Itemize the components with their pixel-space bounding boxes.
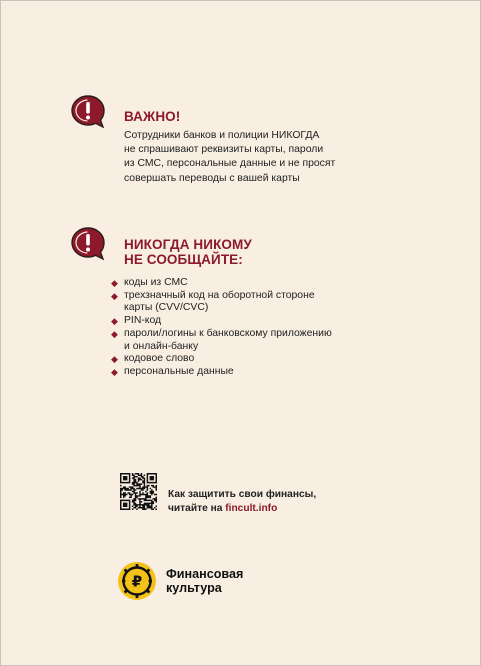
promo-text [168,488,316,516]
bullet-diamond-icon: ◆ [111,290,118,301]
list-item [111,290,371,315]
exclamation-bubble-icon [71,95,107,129]
ruble-coin-logo-icon [117,561,157,601]
important-text-line: из СМС, персональные данные и не просят [124,158,336,170]
list-item-text: и онлайн-банку [124,340,199,352]
bullet-diamond-icon: ◆ [111,366,118,377]
bullet-diamond-icon: ◆ [111,354,118,365]
list-item [111,353,371,366]
important-text-line: не спрашивают реквизиты карты, пароли [124,144,324,156]
bullet-diamond-icon: ◆ [111,316,118,327]
never-share-heading-line: НИКОГДА НИКОМУ [124,237,252,252]
never-share-heading [124,237,252,267]
list-item-text: персональные данные [124,365,234,377]
bullet-diamond-icon: ◆ [111,328,118,339]
never-share-heading-line: НЕ СООБЩАЙТЕ: [124,252,243,267]
promo-prefix: читайте на [168,503,226,514]
list-item-text: карты (CVV/CVC) [124,302,209,314]
list-item [111,277,371,290]
list-item [111,315,371,328]
brand-line: Финансовая [166,567,244,581]
list-item-text: коды из СМС [124,277,188,288]
fincult-link[interactable]: fincult.info [225,503,278,514]
list-item-text: пароли/логины к банковскому приложению [124,327,332,339]
bullet-diamond-icon: ◆ [111,278,118,288]
important-text-line: совершать переводы с вашей карты [124,172,300,184]
brand-name [166,567,243,595]
list-item-text: PIN-код [124,315,162,327]
list-item-text: кодовое слово [124,353,195,365]
important-heading: ВАЖНО! [124,109,181,124]
important-text-line: Сотрудники банков и полиции НИКОГДА [124,130,320,141]
list-item-text: трехзначный код на оборотной стороне [124,289,315,301]
never-share-list [111,277,371,379]
qr-modules [120,473,157,510]
brand-line: культура [166,581,222,595]
promo-line [168,502,316,516]
exclamation-bubble-icon [71,227,107,261]
promo-line: Как защитить свои финансы, [168,489,317,500]
qr-code-icon[interactable] [120,473,157,510]
important-text [124,129,374,186]
list-item [111,366,371,379]
ruble-symbol: ₽ [131,572,143,591]
list-item [111,328,371,353]
